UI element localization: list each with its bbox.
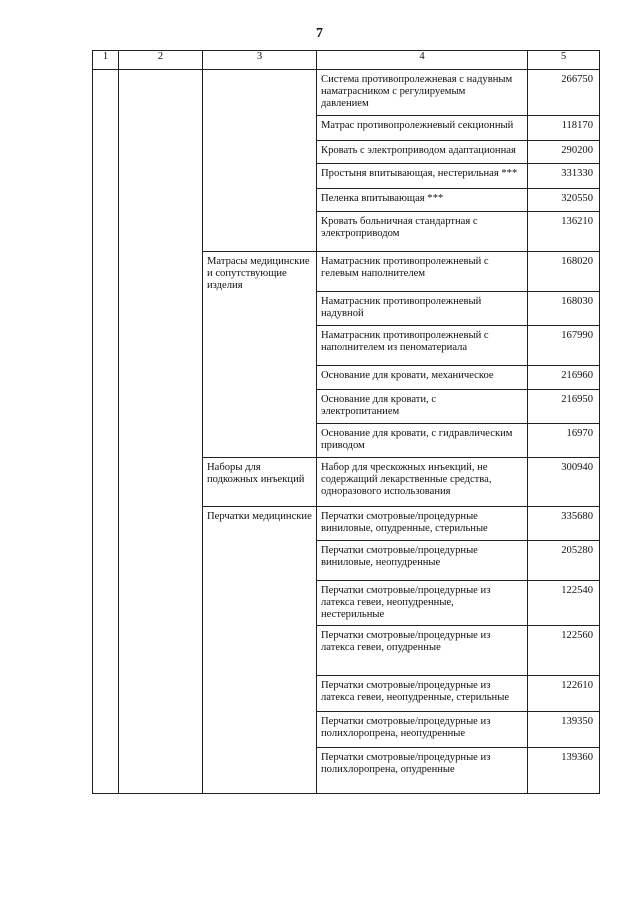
item-name: Перчатки смотровые/процедурные виниловые, неопудренные — [321, 545, 478, 568]
item-name: Матрас противопролежневый секционный — [321, 120, 514, 131]
item-name: Основание для кровати, с гидравлическим приводом — [321, 428, 513, 451]
item-name: Простыня впитывающая, нестерильная *** — [321, 168, 518, 179]
item-code-cell — [528, 507, 600, 541]
item-code: 122610 — [561, 680, 593, 691]
item-name-cell — [317, 164, 528, 189]
item-code: 122540 — [561, 585, 593, 596]
item-code: 216950 — [561, 394, 593, 405]
item-code: 335680 — [561, 511, 593, 522]
item-code: 139350 — [561, 716, 593, 727]
item-code: 205280 — [561, 545, 593, 556]
item-name: Наматрасник противопролежневый надувной — [321, 296, 482, 319]
header-cell: 4 — [317, 51, 528, 70]
item-name: Кровать больничная стандартная с электроприводом — [321, 216, 478, 239]
item-name: Наматрасник противопролежневый с гелевым наполнителем — [321, 256, 489, 279]
column-2-cell — [119, 70, 203, 794]
item-code-cell — [528, 292, 600, 326]
item-name: Основание для кровати, механическое — [321, 370, 494, 381]
item-name-cell — [317, 366, 528, 390]
item-name-cell — [317, 507, 528, 541]
item-name-cell — [317, 252, 528, 292]
item-code: 118170 — [561, 120, 593, 131]
item-code-cell — [528, 326, 600, 366]
item-code: 16970 — [566, 428, 593, 439]
item-code: 300940 — [561, 462, 593, 473]
item-name-cell — [317, 212, 528, 252]
category-label — [203, 70, 316, 76]
item-name-cell — [317, 581, 528, 626]
item-code-cell — [528, 748, 600, 794]
category-cell — [203, 252, 317, 458]
item-name: Перчатки смотровые/процедурные из латекса гевеи, неопудренные, нестерильные — [321, 585, 491, 620]
category-cell — [203, 507, 317, 794]
page-number: 7 — [316, 26, 323, 41]
item-code: 320550 — [561, 193, 593, 204]
header-cell: 3 — [203, 51, 317, 70]
item-name-cell — [317, 541, 528, 581]
item-name-cell — [317, 326, 528, 366]
item-name-cell — [317, 189, 528, 212]
category-label: Матрасы медицинские и сопутствующие изделия — [207, 256, 310, 291]
document-table — [92, 50, 600, 794]
item-code-cell — [528, 212, 600, 252]
item-code-cell — [528, 366, 600, 390]
item-code-cell — [528, 676, 600, 712]
item-code-cell — [528, 252, 600, 292]
item-name: Наматрасник противопролежневый с наполнителем из пеноматериала — [321, 330, 489, 353]
item-code-cell — [528, 626, 600, 676]
item-name-cell — [317, 458, 528, 507]
item-code: 266750 — [561, 74, 593, 85]
item-name-cell — [317, 676, 528, 712]
item-name: Система противопролежневая с надувным наматрасником с регулируемым давлением — [321, 74, 513, 109]
item-name: Набор для чрескожных инъекций, не содержащий лекарственные средства, одноразового использования — [321, 462, 492, 497]
category-cell — [203, 458, 317, 507]
item-name-cell — [317, 748, 528, 794]
item-code-cell — [528, 141, 600, 164]
category-label: Перчатки медицинские — [207, 511, 312, 522]
item-code: 122560 — [561, 630, 593, 641]
table-row — [93, 70, 600, 116]
item-name: Кровать с электроприводом адаптационная — [321, 145, 516, 156]
item-code-cell — [528, 541, 600, 581]
category-cell — [203, 70, 317, 252]
item-name: Перчатки смотровые/процедурные из латекса гевеи, неопудренные, стерильные — [321, 680, 510, 703]
header-cell: 5 — [528, 51, 600, 70]
item-name-cell — [317, 424, 528, 458]
item-code: 216960 — [561, 370, 593, 381]
item-code-cell — [528, 70, 600, 116]
item-name-cell — [317, 116, 528, 141]
item-code: 167990 — [561, 330, 593, 341]
item-name: Перчатки смотровые/процедурные виниловые, опудренные, стерильные — [321, 511, 488, 534]
item-name: Перчатки смотровые/процедурные из латекса гевеи, опудренные — [321, 630, 491, 653]
item-name-cell — [317, 712, 528, 748]
item-code: 136210 — [561, 216, 593, 227]
item-code-cell — [528, 189, 600, 212]
item-name-cell — [317, 292, 528, 326]
item-name: Пеленка впитывающая *** — [321, 193, 444, 204]
item-code-cell — [528, 424, 600, 458]
item-code: 168030 — [561, 296, 593, 307]
item-code-cell — [528, 458, 600, 507]
header-cell: 1 — [93, 51, 119, 70]
item-name-cell — [317, 141, 528, 164]
table-header-row — [93, 51, 600, 70]
item-code: 168020 — [561, 256, 593, 267]
item-name-cell — [317, 70, 528, 116]
item-code-cell — [528, 164, 600, 189]
item-code-cell — [528, 581, 600, 626]
item-code-cell — [528, 712, 600, 748]
item-name: Перчатки смотровые/процедурные из полихлоропрена, опудренные — [321, 752, 491, 775]
item-name: Перчатки смотровые/процедурные из полихлоропрена, неопудренные — [321, 716, 491, 739]
item-code-cell — [528, 390, 600, 424]
category-label: Наборы для подкожных инъекций — [207, 462, 305, 485]
item-code: 139360 — [561, 752, 593, 763]
column-1-cell — [93, 70, 119, 794]
item-code: 290200 — [561, 145, 593, 156]
item-name: Основание для кровати, с электропитанием — [321, 394, 437, 417]
item-name-cell — [317, 390, 528, 424]
item-code: 331330 — [561, 168, 593, 179]
item-name-cell — [317, 626, 528, 676]
header-cell: 2 — [119, 51, 203, 70]
item-code-cell — [528, 116, 600, 141]
